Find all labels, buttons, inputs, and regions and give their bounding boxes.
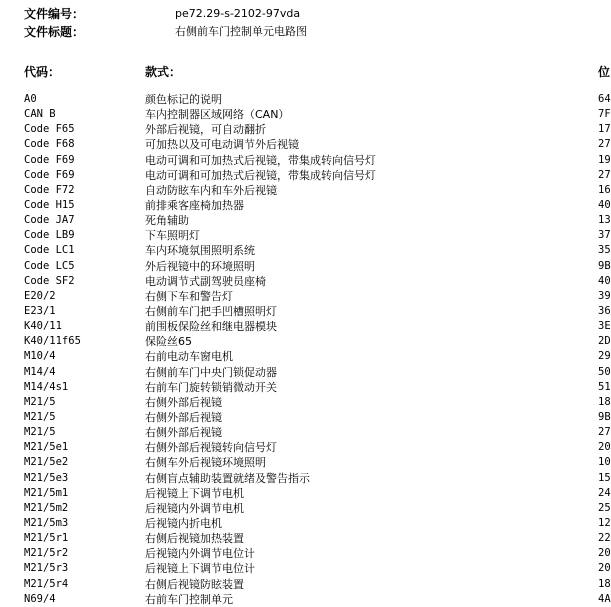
- component-description: 右侧外部后视镜转向信号灯: [145, 441, 277, 455]
- doc-title-label: 文件标题：: [24, 25, 85, 39]
- list-item: [0, 410, 611, 425]
- component-position: 51: [598, 380, 611, 393]
- component-position: 22: [598, 532, 611, 545]
- component-description: 车内环境氛围照明系统: [145, 244, 255, 258]
- component-code: M21/5m1: [24, 486, 69, 499]
- component-position: 40: [598, 198, 611, 211]
- component-position: 27: [598, 426, 611, 439]
- component-list: [0, 92, 611, 607]
- component-position: 18: [598, 577, 611, 590]
- component-description: 死角辅助: [145, 214, 189, 228]
- list-item: [0, 455, 611, 470]
- component-description: 自动防眩车内和车外后视镜: [145, 183, 277, 197]
- component-code: E23/1: [24, 304, 56, 317]
- component-code: M21/5: [24, 410, 56, 423]
- component-code: M21/5r2: [24, 547, 69, 560]
- list-item: [0, 243, 611, 258]
- list-item: [0, 365, 611, 380]
- list-item: [0, 213, 611, 228]
- component-description: 车内控制器区域网络（CAN）: [145, 108, 290, 122]
- component-position: 4A: [598, 592, 611, 605]
- component-description: 右侧盲点辅助装置就绪及警告指示: [145, 471, 310, 485]
- component-description: 后视镜内外调节电位计: [145, 547, 255, 561]
- component-position: 9B: [598, 259, 611, 272]
- component-position: 7F: [598, 108, 611, 121]
- list-item: [0, 319, 611, 334]
- component-description: 右侧外部后视镜: [145, 395, 222, 409]
- component-position: 16: [598, 183, 611, 196]
- component-position: 10: [598, 456, 611, 469]
- component-code: Code F72: [24, 183, 75, 196]
- component-code: M21/5r3: [24, 562, 69, 575]
- component-description: 右前车门控制单元: [145, 592, 233, 606]
- list-item: [0, 516, 611, 531]
- component-code: Code H15: [24, 198, 75, 211]
- component-code: Code SF2: [24, 274, 75, 287]
- component-code: M21/5r4: [24, 577, 69, 590]
- list-item: [0, 168, 611, 183]
- component-description: 右侧下车和警告灯: [145, 289, 233, 303]
- list-item: [0, 153, 611, 168]
- list-item: [0, 425, 611, 440]
- component-position: 9B: [598, 410, 611, 423]
- component-code: Code F68: [24, 138, 75, 151]
- list-item: [0, 395, 611, 410]
- component-code: CAN B: [24, 108, 56, 121]
- component-code: Code LB9: [24, 229, 75, 242]
- component-position: 27: [598, 138, 611, 151]
- component-code: Code LC5: [24, 259, 75, 272]
- component-position: 15: [598, 471, 611, 484]
- list-item: [0, 592, 611, 607]
- component-description: 右侧外部后视镜: [145, 410, 222, 424]
- component-description: 电动可调和可加热式后视镜，带集成转向信号灯: [145, 153, 376, 167]
- list-item: [0, 561, 611, 576]
- component-code: E20/2: [24, 289, 56, 302]
- list-item: [0, 228, 611, 243]
- component-code: M14/4: [24, 365, 56, 378]
- component-position: 13: [598, 214, 611, 227]
- component-position: 19: [598, 153, 611, 166]
- component-description: 右侧后视镜加热装置: [145, 532, 244, 546]
- list-item: [0, 334, 611, 349]
- component-code: A0: [24, 93, 37, 105]
- component-code: M21/5e3: [24, 471, 69, 484]
- list-item: [0, 259, 611, 274]
- component-description: 颜色标记的说明: [145, 93, 222, 106]
- component-description: 外后视镜中的环境照明: [145, 259, 255, 273]
- list-item: [0, 274, 611, 289]
- list-item: [0, 501, 611, 516]
- list-item: [0, 486, 611, 501]
- component-position: 27: [598, 168, 611, 181]
- component-description: 右侧前车门中央门锁促动器: [145, 365, 277, 379]
- component-position: 50: [598, 365, 611, 378]
- component-position: 25: [598, 501, 611, 514]
- doc-title-value: 右侧前车门控制单元电路图: [175, 25, 307, 38]
- component-position: 29: [598, 350, 611, 363]
- doc-number-label: 文件编号：: [24, 7, 85, 21]
- list-item: [0, 122, 611, 137]
- component-position: 20: [598, 547, 611, 560]
- list-item: [0, 440, 611, 455]
- component-code: M21/5r1: [24, 532, 69, 545]
- component-code: Code JA7: [24, 214, 75, 227]
- component-description: 右侧后视镜防眩装置: [145, 577, 244, 591]
- list-item: [0, 92, 611, 107]
- component-description: 前排乘客座椅加热器: [145, 198, 244, 212]
- component-code: M21/5: [24, 395, 56, 408]
- column-header-code: 代码：: [24, 65, 61, 79]
- list-item: [0, 198, 611, 213]
- component-code: Code F65: [24, 123, 75, 136]
- doc-number-value: pe72.29-s-2102-97vda: [175, 7, 301, 20]
- component-description: 右侧外部后视镜: [145, 426, 222, 440]
- component-description: 保险丝65: [145, 335, 192, 349]
- component-position: 64: [598, 93, 611, 105]
- list-item: [0, 304, 611, 319]
- component-code: M21/5e1: [24, 441, 69, 454]
- component-code: M10/4: [24, 350, 56, 363]
- list-item: [0, 546, 611, 561]
- component-description: 下车照明灯: [145, 229, 200, 243]
- list-item: [0, 137, 611, 152]
- component-code: Code LC1: [24, 244, 75, 257]
- column-header-model: 款式：: [145, 65, 182, 79]
- component-position: 3E: [598, 320, 611, 333]
- column-header-position: 位: [598, 65, 611, 79]
- component-position: 12: [598, 516, 611, 529]
- component-position: 18: [598, 395, 611, 408]
- component-description: 右前电动车窗电机: [145, 350, 233, 364]
- component-code: M21/5m3: [24, 516, 69, 529]
- list-item: [0, 380, 611, 395]
- list-item: [0, 183, 611, 198]
- component-position: 20: [598, 562, 611, 575]
- component-code: Code F69: [24, 153, 75, 166]
- list-item: [0, 531, 611, 546]
- component-description: 右侧前车门把手凹槽照明灯: [145, 304, 277, 318]
- list-item: [0, 349, 611, 364]
- component-description: 前围板保险丝和继电器模块: [145, 320, 277, 334]
- component-position: 24: [598, 486, 611, 499]
- component-position: 2D: [598, 335, 611, 348]
- component-description: 后视镜上下调节电机: [145, 486, 244, 500]
- component-description: 右前车门旋转锁销微动开关: [145, 380, 277, 394]
- component-description: 右侧车外后视镜环境照明: [145, 456, 266, 470]
- component-description: 后视镜内外调节电机: [145, 501, 244, 515]
- component-code: M21/5e2: [24, 456, 69, 469]
- component-code: K40/11: [24, 320, 62, 333]
- component-code: M21/5m2: [24, 501, 69, 514]
- component-position: 17: [598, 123, 611, 136]
- component-description: 外部后视镜，可自动翻折: [145, 123, 266, 137]
- component-position: 40: [598, 274, 611, 287]
- component-position: 39: [598, 289, 611, 302]
- component-description: 可加热以及可电动调节外后视镜: [145, 138, 299, 152]
- list-item: [0, 107, 611, 122]
- component-position: 37: [598, 229, 611, 242]
- component-code: N69/4: [24, 592, 56, 605]
- component-description: 电动可调和可加热式后视镜，带集成转向信号灯: [145, 168, 376, 182]
- component-code: Code F69: [24, 168, 75, 181]
- component-description: 后视镜内折电机: [145, 516, 222, 530]
- component-position: 36: [598, 304, 611, 317]
- component-code: M14/4s1: [24, 380, 69, 393]
- component-code: M21/5: [24, 426, 56, 439]
- component-description: 后视镜上下调节电位计: [145, 562, 255, 576]
- component-code: K40/11f65: [24, 335, 81, 348]
- list-item: [0, 471, 611, 486]
- component-description: 电动调节式副驾驶员座椅: [145, 274, 266, 288]
- component-position: 20: [598, 441, 611, 454]
- list-item: [0, 289, 611, 304]
- component-position: 35: [598, 244, 611, 257]
- list-item: [0, 577, 611, 592]
